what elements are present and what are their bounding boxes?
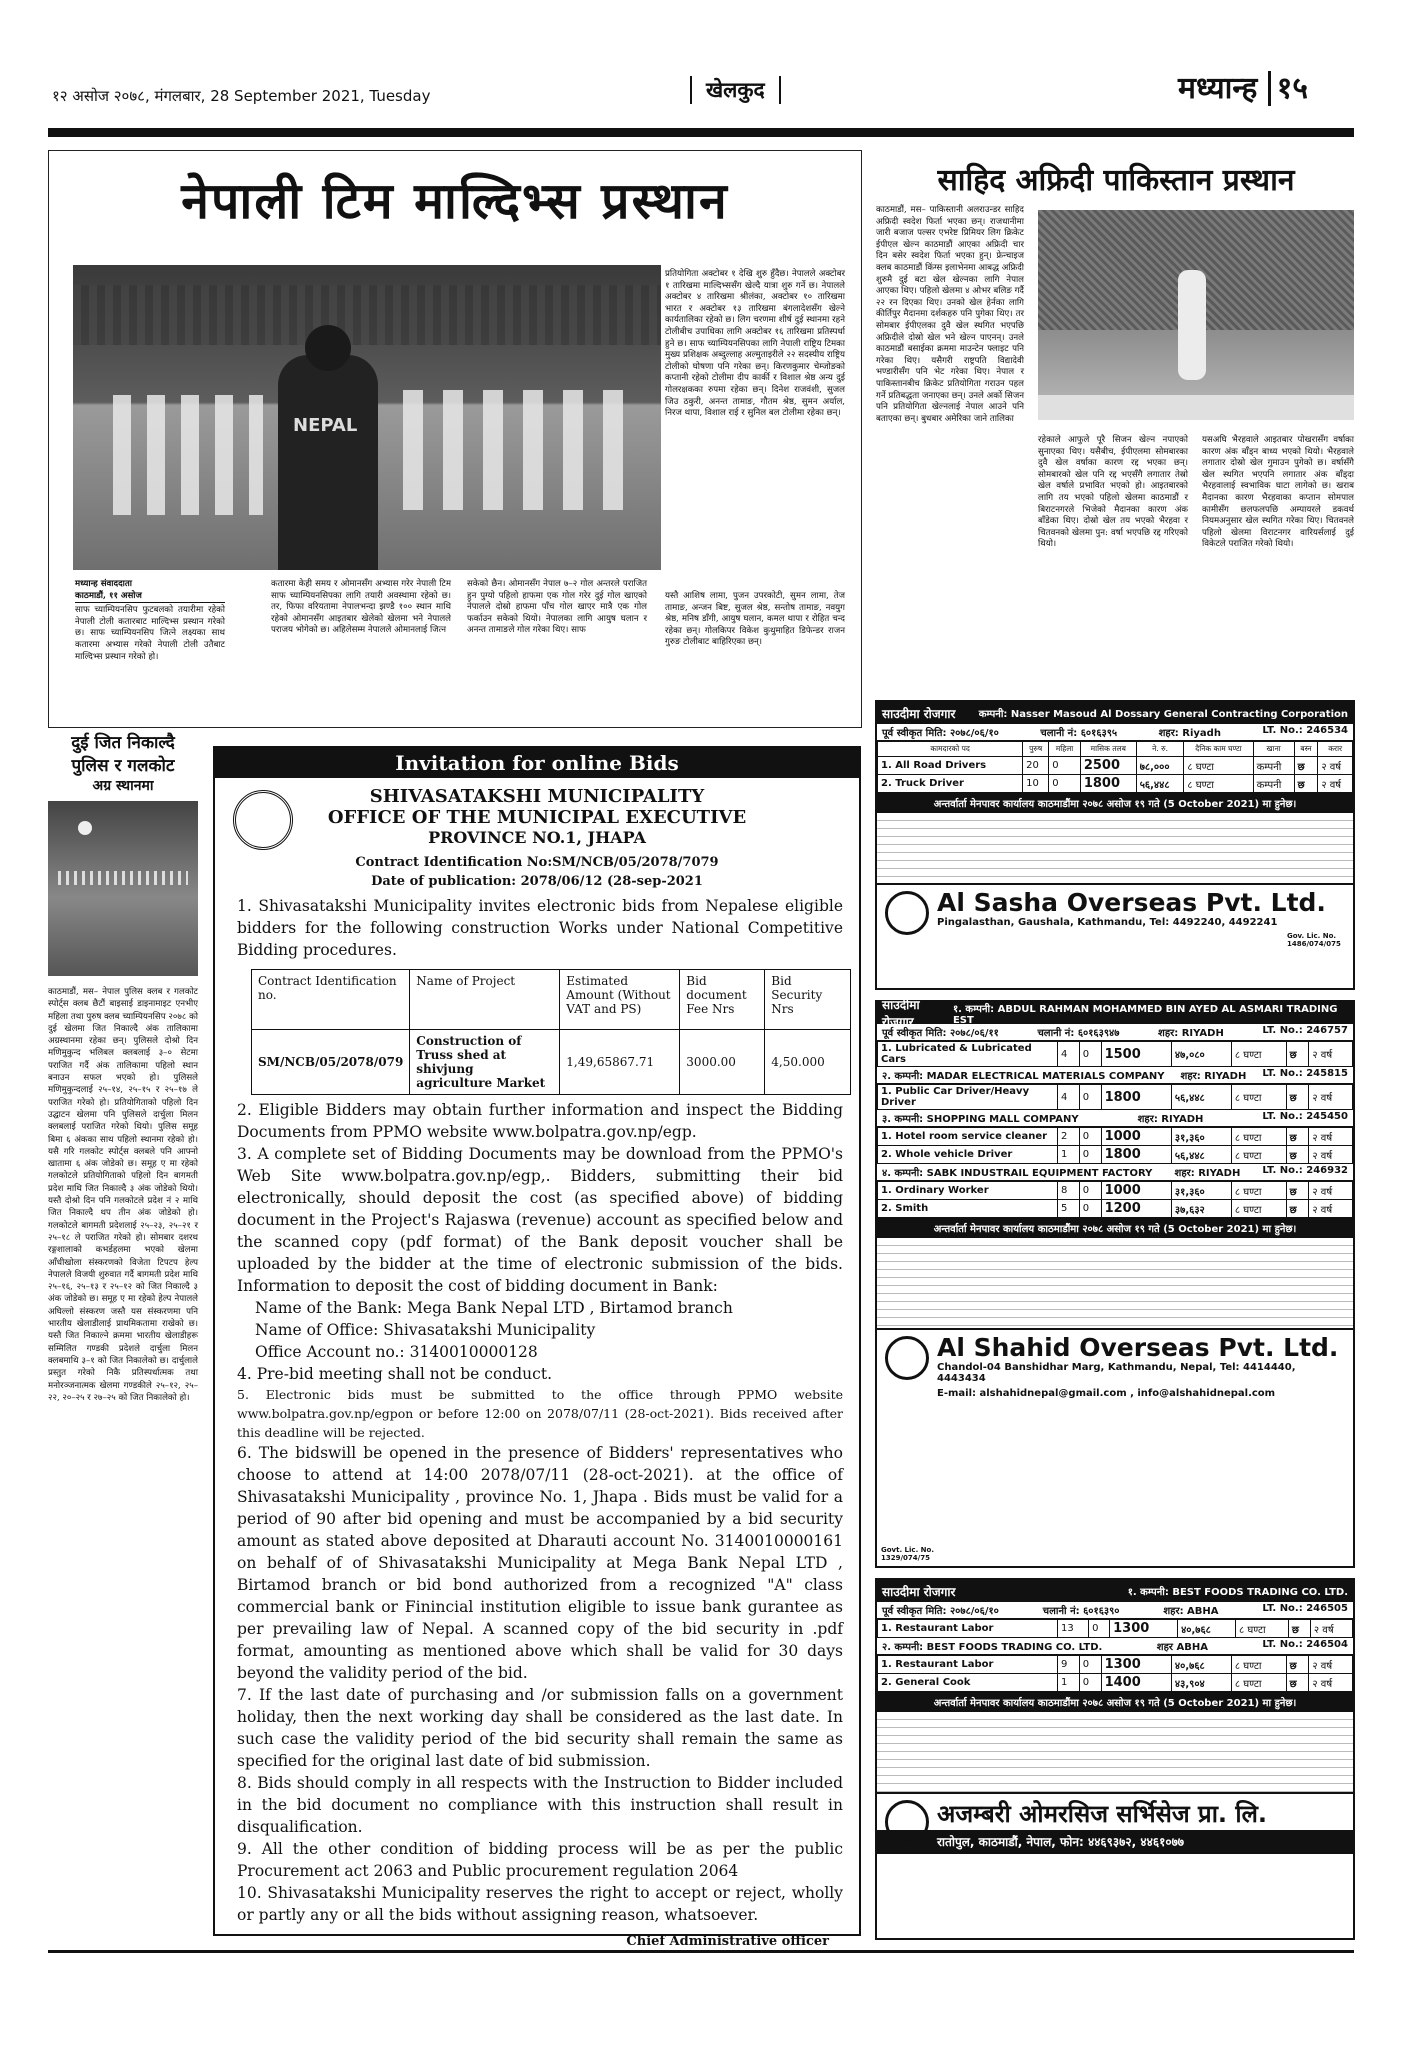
th-contract: करार	[1318, 742, 1353, 757]
bid-office: OFFICE OF THE MUNICIPAL EXECUTIVE	[327, 807, 747, 828]
bid-notice	[213, 746, 861, 1949]
masthead	[1178, 66, 1308, 107]
municipality-logo	[233, 790, 293, 850]
ad3-lt: LT. No.: 246505	[1262, 1603, 1348, 1614]
table-row	[878, 1146, 1353, 1164]
job-male: 8	[1058, 1182, 1080, 1200]
ad2-c4: ४. कम्पनी: SABK INDUSTRAIL EQUIPMENT FACTORY	[882, 1168, 1153, 1179]
table-row	[878, 1620, 1353, 1638]
ad2-c3-city: शहर: RIYADH	[1137, 1114, 1204, 1125]
ad1-lic: Gov. Lic. No. 1486/074/075	[1287, 932, 1341, 948]
table-row	[878, 1674, 1353, 1692]
th-male: पुरुष	[1023, 742, 1049, 757]
ad3-agency	[877, 1792, 1353, 1830]
job-contract: २ वर्ष	[1318, 775, 1353, 793]
job-contract: २ वर्ष	[1309, 1042, 1353, 1067]
police-story	[48, 730, 198, 1940]
job-name: 2. Whole vehicle Driver	[878, 1146, 1058, 1164]
bid-p10: 10. Shivasatakshi Municipality reserves the right to accept or reject, wholly or partly any or all the bids without assigning reason, whatsoever.	[237, 1884, 843, 1924]
job-female: 0	[1079, 1182, 1101, 1200]
job-contract: २ वर्ष	[1309, 1674, 1353, 1692]
ad2-company: १. कम्पनी: ABDUL RAHMAN MOHAMMED BIN AYED AL ASMARI TRADING EST	[952, 1003, 1338, 1026]
bid-p9: 9. All the other condition of bidding process will be as per the public Procurement act 2063 and Public procurement regulation 2064	[237, 1840, 843, 1880]
ad1-jobs-table	[877, 741, 1353, 793]
job-npr: ३१,३६०	[1171, 1182, 1231, 1200]
ad1-company: कम्पनी: Nasser Masoud Al Dossary General Contracting Corporation	[978, 709, 1348, 720]
lead-dateline: काठमाडौं, ११ असोज	[75, 591, 225, 604]
job-name: 1. Restaurant Labor	[878, 1656, 1058, 1674]
job-female: 0	[1079, 1656, 1101, 1674]
job-salary: 1200	[1101, 1200, 1171, 1218]
bid-province: PROVINCE NO.1, JHAPA	[428, 828, 646, 847]
job-hours: ८ घण्टा	[1184, 775, 1253, 793]
job-hours: ८ घण्टा	[1231, 1182, 1286, 1200]
job-female: 0	[1079, 1042, 1101, 1067]
paper-name: मध्यान्ह	[1178, 71, 1258, 106]
bid-th-4: Bid document Fee Nrs	[680, 970, 765, 1030]
th-stay: बस्न	[1294, 742, 1318, 757]
job-salary: 1800	[1101, 1146, 1171, 1164]
job-salary: 2500	[1080, 757, 1136, 775]
job-male: 9	[1058, 1656, 1080, 1674]
bid-p4: 4. Pre-bid meeting shall not be conduct.	[237, 1365, 553, 1383]
lead-photo	[73, 265, 661, 570]
ad2-c3-lt: LT. No.: 245450	[1262, 1111, 1348, 1122]
ad2-agency-name: Al Shahid Overseas Pvt. Ltd.	[937, 1333, 1339, 1362]
job-ad-1	[875, 700, 1355, 990]
header-rule	[48, 128, 1354, 137]
job-npr: ७८,०००	[1136, 757, 1184, 775]
ad1-fine-print	[877, 813, 1353, 883]
ad2-c2-lt: LT. No.: 245815	[1262, 1068, 1348, 1079]
ad1-approval: पूर्व स्वीकृत मिति: २०७८/०६/१०	[882, 728, 999, 739]
bid-p8: 8. Bids should comply in all respects with the Instruction to Bidder included in the bid document no compliance with this instruction shall result in disqualification.	[237, 1774, 843, 1836]
job-stay: छ	[1286, 1656, 1309, 1674]
page-date: १२ असोज २०७८, मंगलबार, 28 September 2021, Tuesday	[52, 87, 431, 105]
job-male: 4	[1058, 1085, 1080, 1110]
ad3-c2: २. कम्पनी: BEST FOODS TRADING CO. LTD.	[882, 1642, 1103, 1653]
ad2-agency	[877, 1328, 1353, 1362]
job-male: 1	[1058, 1146, 1080, 1164]
police-headline-3: अग्र स्थानमा	[92, 778, 154, 794]
table-row	[878, 1656, 1353, 1674]
agency-logo	[885, 1336, 929, 1380]
job-stay: छ	[1288, 1620, 1310, 1638]
job-salary: 1800	[1101, 1085, 1171, 1110]
ad3-interview: अन्तर्वार्ता मेनपावर कार्यालय काठमाडौंमा २०७८ असोज १९ गते (5 October 2021) मा हुनेछ।	[877, 1692, 1353, 1712]
lead-story	[48, 150, 862, 728]
job-male: 5	[1058, 1200, 1080, 1218]
ad3-c2-city: शहर ABHA	[1156, 1642, 1208, 1653]
afridi-headline: साहिद अफ्रिदी पाकिस्तान प्रस्थान	[937, 163, 1295, 198]
ad2-lic: Govt. Lic. No. 1329/074/75	[881, 1546, 934, 1562]
afridi-col3: यसअघि भैरहवाले आइतबार पोखरासँग वर्षाका कारण अंक बाँड्न बाध्य भएको थियो। भैरहवाले लगातार दोस्रो खेल गुमाउन पुगेको छ। वर्षासँगै खेल स्थगित भएपनि लगातार अंक बाँड्दा भैरहवालाई स्वभाविक घाटा लागेको छ। खराब मैदानका कारण भैरहवाका कप्तान सोमपाल कामीसँग छलफलपछि अम्पायरले डकवर्थ नियमअनुसार खेल स्थगित गरेका थिए। चितवनले पहिलो खेलमा विराटनगर वारियर्सलाई दुई विकेटले पराजित गरेको थियो।	[1202, 435, 1354, 550]
th-salary: मासिक तलब	[1080, 742, 1136, 757]
bid-account: Office Account no.: 3140010000128	[255, 1343, 538, 1361]
ad2-jobs-table-4	[877, 1181, 1353, 1218]
ad3-approval: पूर्व स्वीकृत मिति: २०७८/०६/१०	[882, 1606, 999, 1617]
bid-table	[251, 969, 851, 1095]
job-name: 1. Lubricated & Lubricated Cars	[878, 1042, 1058, 1067]
bid-signature: Chief Administrative officer	[626, 1934, 829, 1949]
job-npr: ५६,४४८	[1171, 1085, 1231, 1110]
job-ad-2	[875, 1000, 1355, 1568]
job-female: 0	[1079, 1200, 1101, 1218]
ad2-chalani: चलानी नं: ६०१६३९४७	[1037, 1028, 1120, 1039]
lead-col1: साफ च्याम्पियनसिप फुटबलको तयारीमा रहेको नेपाली टोली कतारबाट माल्दिभ्स प्रस्थान गरेको छ। साफ च्याम्पियनसिप जित्ने लक्ष्यका साथ कतारमा अभ्यास गरेको नेपाली टोली उतैबाट माल्दिभ्स प्रस्थान गरेको हो।	[75, 605, 225, 662]
ad2-title: साउदीमा रोजगार	[882, 998, 920, 1029]
job-contract: २ वर्ष	[1309, 1085, 1353, 1110]
job-female: 0	[1089, 1620, 1110, 1638]
bid-td-1: SM/NCB/05/2078/079	[252, 1030, 410, 1095]
lead-byline: मध्यान्ह संवाददाता	[75, 579, 132, 589]
ad2-c2: २. कम्पनी: MADAR ELECTRICAL MATERIALS COMPANY	[882, 1071, 1165, 1082]
job-stay: छ	[1286, 1674, 1309, 1692]
job-contract: २ वर्ष	[1309, 1656, 1353, 1674]
ad3-title: साउदीमा रोजगार	[882, 1584, 956, 1599]
police-body: काठमाडौं, मस– नेपाल पुलिस क्लब र गलकोट स्पोर्ट्स क्लब छैटौं बाइसाई डाइनामाइट एनभीए महिला तथा पुरुष क्लब च्याम्पियनसिप २०७८ को दुई खेलमा जित निकाल्दै अंक तालिकामा अग्रस्थानमा रहेका छन्। पुलिसले दोश्रो दिन मणिमुकुन्द भलिबल क्लबलाई ३–० सेटमा पराजित गर्दै अंक तालिकामा पहिलो स्थान बनाउन सफल भएको हो। पुलिसले मणिमुकुन्दलाई २५–१४, २५–१५ र २५–१७ ले पराजित गरेको हो। प्रतियोगिताको पहिलो दिन उद्घाटन खेलमा पनि पुलिसले दार्चुला मिलन क्लबलाई पराजित गरेको थियो। पुलिस समूह बिमा ६ अंकका साथ पहिलो स्थानमा रहेको हो। यसै गरि गलकोट स्पोर्ट्स क्लबले पनि आफ्नो खातामा ६ अंक जोडेको छ। समूह ए मा रहेको गलकोटले प्रतियोगिताको पहिलो दिन बागमती प्रदेश माथि जित निकाल्दै ३ अंक जोडेको थियो। यस्तै दोश्रो दिन पनि गलकोटले प्रदेश नं २ माथि जित निकाल्दै थप तीन अंक जोडेको हो। गलकोटले बागमती प्रदेशलाई २५–२३, २५–२१ र २५–१८ ले पराजित गरेको हो। सोमबार दशरथ रङ्गशालाको कभर्डहलमा भएको खेलमा आँधीखोला संस्करणको विजेता टिपटप हेल्प नेपालले विजयी शुरुवात गर्दै बागमती प्रदेश माथि २५–१६, २५–१३ र २५–१२ को जित निकाल्दै ३ अंक जोडेको छ। समूह ए मा रहेको हेल्प नेपालले अघिल्लो संस्करण जस्तै यस संस्करणमा पनि भारतीय खेलाडीलाई प्राथमिकतामा राखेको छ। यस्तै जित निकाल्ने क्रममा भारतीय खेलाडीहरू सम्मिलित गण्डकी प्रदेशले दार्चुला मिलन क्लबमाथि ३–१ को जित निकालेको छ। दार्चुलाले प्रस्तुत गरेको निकै प्रतिस्पर्धात्मक तथा मनोरञ्जनात्मक खेलमा गण्डकीले २५–१२, २५–२२, २०–२५ र २७–२५ को जित निकालेको हो।	[48, 987, 198, 1403]
job-contract: २ वर्ष	[1310, 1620, 1352, 1638]
job-name: 1. Ordinary Worker	[878, 1182, 1058, 1200]
ad1-city: शहर: Riyadh	[1158, 728, 1221, 739]
bid-th-3: Estimated Amount (Without VAT and PS)	[560, 970, 680, 1030]
job-female: 0	[1049, 775, 1081, 793]
afridi-photo	[1038, 210, 1354, 420]
ad2-fine-print	[877, 1238, 1353, 1328]
ad2-email: E-mail: alshahidnepal@gmail.com , info@alshahidnepal.com	[937, 1388, 1276, 1399]
job-salary: 1300	[1110, 1620, 1178, 1638]
job-name: 1. Restaurant Labor	[878, 1620, 1058, 1638]
bid-p1: 1. Shivasatakshi Municipality invites electronic bids from Nepalese eligible bidders for the following construction Works under National Competitive Bidding procedures.	[237, 897, 843, 959]
job-name: 2. Smith	[878, 1200, 1058, 1218]
job-female: 0	[1079, 1146, 1101, 1164]
afridi-col2: रहेकाले आफुले पूरै सिजन खेल्न नपाएको सुनाएका थिए। यसैबीच, ईपीएलमा सोमबारका दुवै खेल वर्षाका कारण रद्द भएका छन्। सोमबारको खेल पनि रद्द भएसँगै लगातार तेस्रो खेल वर्षाले प्रभावित भएको हो। आइतबारको लागि तय भएको पहिलो खेलमा काठमाडौं र बिराटनगरले भिजेको मैदानका कारण अंक बाँडेका थिए। दोस्रो खेल तय भएको भैरहवा र चितवनको खेलमा पुन: वर्षा भएपछि रद्द गरिएको थियो।	[1038, 435, 1188, 550]
ad2-lt: LT. No.: 246757	[1262, 1025, 1348, 1036]
job-hours: ८ घण्टा	[1236, 1620, 1289, 1638]
table-row	[878, 1200, 1353, 1218]
th-food: खाना	[1253, 742, 1294, 757]
job-npr: ४०,७६८	[1171, 1656, 1231, 1674]
jersey-text: NEPAL	[293, 415, 358, 436]
lead-col2: कतारमा केही समय र ओमानसँग अभ्यास गरेर नेपाली टिम साफ च्याम्पियनसिपका लागि तयारी अवस्थामा रहेको छ। तर, फिफा वरियतामा नेपालभन्दा झण्डै १०० स्थान माथि रहेको ओमानसँग आइतबार खेलेको खेलमा भने नेपालले पराजय भोगेको छ। अहिलेसम्म नेपालले ओमानलाई जित्न	[271, 579, 451, 636]
bid-office-name: Name of Office: Shivasatakshi Municipality	[255, 1321, 596, 1339]
ad2-address: Chandol-04 Banshidhar Marg, Kathmandu, Nepal, Tel: 4414440, 4443434	[937, 1362, 1296, 1384]
police-photo	[48, 801, 198, 976]
ad2-approval: पूर्व स्वीकृत मिति: २०७८/०६/११	[882, 1028, 999, 1039]
bottom-rule	[48, 1950, 1354, 1953]
job-contract: २ वर्ष	[1309, 1128, 1353, 1146]
ad2-c4-city: शहर: RIYADH	[1174, 1168, 1241, 1179]
job-hours: ८ घण्टा	[1184, 757, 1253, 775]
ad3-jobs-table-1	[877, 1619, 1353, 1638]
section-name: खेलकुद	[690, 76, 781, 104]
job-male: 20	[1023, 757, 1049, 775]
ad2-jobs-table-2	[877, 1084, 1353, 1110]
job-contract: २ वर्ष	[1309, 1200, 1353, 1218]
job-name: 1. Public Car Driver/Heavy Driver	[878, 1085, 1058, 1110]
job-female: 0	[1079, 1085, 1101, 1110]
job-salary: 1800	[1080, 775, 1136, 793]
bid-td-5: 4,50.000	[765, 1030, 851, 1095]
ad3-address: रातोपुल, काठमाडौं, नेपाल, फोन: ४४६९३७२, ४४६१०७७	[877, 1830, 1353, 1854]
bid-p5: 5. Electronic bids must be submitted to the office through PPMO website www.bolpatra.gov.np/egpon or before 12:00 on 2078/07/11 (28-oct-2021). Bids received after this deadline will be rejected.	[237, 1387, 843, 1440]
table-row	[878, 1085, 1353, 1110]
bid-th-2: Name of Project	[410, 970, 560, 1030]
bid-org: SHIVASATAKSHI MUNICIPALITY	[369, 786, 705, 807]
bid-td-2: Construction of Truss shed at shivjung agriculture Market	[410, 1030, 560, 1095]
job-npr: ३७,६३२	[1171, 1200, 1231, 1218]
job-npr: ४७,०८०	[1171, 1042, 1231, 1067]
job-name: 2. General Cook	[878, 1674, 1058, 1692]
ad1-agency-name: Al Sasha Overseas Pvt. Ltd.	[937, 888, 1326, 917]
ad3-city: शहर: ABHA	[1163, 1606, 1219, 1617]
ad1-interview: अन्तर्वार्ता मेनपावर कार्यालय काठमाडौंमा २०७८ असोज १९ गते (5 October 2021) मा हुनेछ।	[877, 793, 1353, 813]
ad3-agency-name: अजम्बरी ओमरसिज सर्भिसेज प्रा. लि.	[937, 1800, 1268, 1828]
th-female: महिला	[1049, 742, 1081, 757]
job-name: 1. All Road Drivers	[878, 757, 1023, 775]
lead-col5: यस्तै आशिष लामा, पुजन उपरकोटी, सुमन लामा, तेज तामाङ, अन्जन बिष्ट, सुजल श्रेष्ठ, सन्तोष तामाङ, नवयुग श्रेष्ठ, मनिष डाँगी, आयुष घलान, कमल थापा र रोहित चन्द रहेका छन्। गोलकिपर विकेश कुथुमाहित डिफेन्डर राजन गुरुङ टोलीबाट बाहिरिएका छन्।	[665, 591, 845, 648]
job-male: 10	[1023, 775, 1049, 793]
job-male: 4	[1058, 1042, 1080, 1067]
lead-headline: नेपाली टिम माल्दिभ्स प्रस्थान	[181, 172, 729, 230]
ad3-fine-print	[877, 1712, 1353, 1792]
table-row	[878, 1042, 1353, 1067]
job-stay: छ	[1286, 1146, 1309, 1164]
job-salary: 1300	[1101, 1656, 1171, 1674]
job-npr: ५६,४४८	[1136, 775, 1184, 793]
ad2-city: शहर: RIYADH	[1158, 1028, 1224, 1039]
lead-col3: सकेको छैन। ओमानसँग नेपाल ७–२ गोल अन्तरले पराजित हुन पुग्यो पहिलो हाफमा एक गोल गरेर दुई गोल खाएको नेपालले दोस्रो हाफमा पाँच गोल खाएर मात्रै एक गोल फर्काउन सकेको थियो। नेपालका लागि आयुष घलान र अनन्त तामाङले गोल गरेका थिए। साफ	[467, 579, 647, 636]
bid-p2: 2. Eligible Bidders may obtain further information and inspect the Bidding Documents from PPMO website www.bolpatra.gov.np/egp.	[237, 1101, 843, 1141]
job-stay: छ	[1286, 1042, 1309, 1067]
ad3-jobs-table-2	[877, 1655, 1353, 1692]
job-hours: ८ घण्टा	[1231, 1146, 1286, 1164]
job-male: 1	[1058, 1674, 1080, 1692]
bid-pub-date: Date of publication: 2078/06/12 (28-sep-2021	[371, 874, 703, 889]
bid-p3: 3. A complete set of Bidding Documents may be download from the PPMO's Web Site www.bolpatra.gov.np/egp,. Bidders, submitting their bid electronically, should deposit the cost (as specified above) of bidding document in the Project's Rajaswa (revenue) account as specified below and the scanned copy (pdf format) of the Bank deposit voucher shall be uploaded by the bidder at the time of electronic submission of the bids. Information to deposit the cost of bidding document in Bank:	[237, 1145, 843, 1295]
job-contract: २ वर्ष	[1309, 1182, 1353, 1200]
job-npr: ४०,७६८	[1178, 1620, 1236, 1638]
job-food: कम्पनी	[1253, 757, 1294, 775]
job-stay: छ	[1294, 757, 1318, 775]
job-female: 0	[1049, 757, 1081, 775]
agency-logo	[885, 1800, 929, 1844]
ad2-c3: ३. कम्पनी: SHOPPING MALL COMPANY	[882, 1114, 1079, 1125]
ad3-c2-lt: LT. No.: 246504	[1262, 1639, 1348, 1650]
page-number: १५	[1268, 71, 1308, 106]
bid-bank: Name of the Bank: Mega Bank Nepal LTD , Birtamod branch	[255, 1299, 733, 1317]
afridi-story	[876, 150, 1356, 695]
ad2-c4-lt: LT. No.: 246932	[1262, 1165, 1348, 1176]
job-salary: 1000	[1101, 1128, 1171, 1146]
job-salary: 1400	[1101, 1674, 1171, 1692]
job-hours: ८ घण्टा	[1231, 1656, 1286, 1674]
job-contract: २ वर्ष	[1318, 757, 1353, 775]
table-row	[878, 1182, 1353, 1200]
job-stay: छ	[1294, 775, 1318, 793]
police-headline-1: दुई जित निकाल्दै	[71, 733, 175, 753]
job-hours: ८ घण्टा	[1231, 1128, 1286, 1146]
job-npr: ४३,९०४	[1171, 1674, 1231, 1692]
ad2-jobs-table-1	[877, 1041, 1353, 1067]
th-npr: ने. रु.	[1136, 742, 1184, 757]
afridi-col1: काठमाडौं, मस– पाकिस्तानी अलराउन्डर साहिद अफ्रिदी स्वदेश फिर्ता भएका छन्। राजधानीमा जारी बजाज पल्सर एभरेष्ट प्रिमियर लिग क्रिकेट ईपीएल खेल्न काठमाडौं आएका अफ्रिदी चार दिन बसेर स्वदेश फिर्ता भएका हुन्। फ्रेन्चाइज क्लब काठमाडौं किंग्स इलाभेनमा आबद्ध अफ्रिदी शुरुमै दुई बटा खेल खेल्नका लागि नेपाल आएका थिए। पहिलो खेलमा ४ ओभर बलिङ गर्दै २२ रन दिएका थिए। उनको खेल हेर्नका लागि कीर्तिपुर मैदानमा दर्शकहरु पनि पुगेका थिए। तर सोमबार ईपीएलका दुवै खेल स्थगित भएपछि अफ्रिदीले दोस्रो खेल भने खेल्न पाएनन्। उनले काठमाडौं बसाईका क्रममा माउन्टेन फ्लाइट पनि गरेका थिए। यसैगरी राष्ट्रपति विद्यादेवी भण्डारीसँग पनि भेट गरेका थिए। नेपाल र पाकिस्तानबीच क्रिकेट प्रतियोगिता गराउन पहल गर्ने प्रतिबद्धता जनाएका छन्। उनले अर्को सिजन पनि प्रतियोगिता खेल्नलाई नेपाल आउने पनि बताएका छन्। बुधबार अमेरिका जाने तालिका	[876, 205, 1024, 424]
ad1-title: साउदीमा रोजगार	[882, 706, 956, 721]
job-ad-3	[875, 1578, 1355, 1940]
job-stay: छ	[1286, 1085, 1309, 1110]
job-male: 2	[1058, 1128, 1080, 1146]
agency-logo	[885, 891, 929, 935]
table-row	[878, 775, 1353, 793]
ad2-c2-city: शहर: RIYADH	[1180, 1071, 1247, 1082]
ad1-agency	[877, 883, 1353, 917]
job-male: 13	[1058, 1620, 1089, 1638]
job-stay: छ	[1286, 1200, 1309, 1218]
bid-contract-id: Contract Identification No:SM/NCB/05/2078/7079	[355, 855, 719, 870]
ad1-chalani: चलानी नं: ६०१६३९५	[1040, 728, 1118, 739]
ad1-address: Pingalasthan, Gaushala, Kathmandu, Tel: 4492240, 4492241	[937, 917, 1278, 928]
lead-col4: प्रतियोगिता अक्टोबर १ देखि शुरु हुँदैछ। नेपालले अक्टोबर १ तारिखमा माल्दिभ्ससँग खेल्दै यात्रा शुरु गर्ने छ। नेपालले अक्टोबर ४ तारिखमा श्रीलंका, अक्टोबर १० तारिखमा भारत र अक्टोबर १३ तारिखमा बंगलादेशसँग खेल्ने कार्यतालिका रहेको छ। लिग चरणमा शीर्ष दुई स्थानमा रहने टोलीबीच उपाधिका लागि अक्टोबर १६ तारिखमा प्रतिस्पर्धा हुने छ। साफ च्याम्पियनसिपका लागि नेपाली राष्ट्रिय टिमका मुख्य प्रशिक्षक अब्दुल्लाह अल्मुताइरीले २२ सदस्यीय राष्ट्रिय टोलीको घोषणा पनि गरेका छन्। किरणकुमार चेम्जोङको कप्तानी रहेको टोलीमा दीप कार्की र विशाल श्रेष्ठ अन्य दुई गोलरक्षकका रुपमा रहेका छन्। दिनेश राजवंशी, सुजल जिउ ठकुरी, अनन्त तामाङ, गौतम श्रेष्ठ, सुमन अर्याल, निरज थापा, विशाल राई र सुनिल बल टोलीमा रहेका छन्।	[665, 269, 845, 419]
bid-p6: 6. The bidswill be opened in the presence of Bidders' representatives who choose to attend at 14:00 2078/07/11 (28-oct-2021). at the office of Shivasatakshi Municipality , province No. 1, Jhapa . Bids must be valid for a period of 90 after bid opening and must be accompanied by a bid security amount as stated above deposited at Dharauti account No. 3140010000161 on behalf of of Shivasatakshi Municipality at Mega Bank Nepal LTD , Birtamod branch or bid bond authorized from a recognized "A" class commercial bank or Finincial institution eligible to issue bank gurantee as per prevailing law of Nepal. A scanned copy of the bid security in .pdf format, amounting as mentioned above which shall be valid for 30 days beyond the validity period of the bid.	[237, 1444, 843, 1682]
job-female: 0	[1079, 1128, 1101, 1146]
th-duty: दैनिक काम घण्टा	[1184, 742, 1253, 757]
job-npr: ५६,४४८	[1171, 1146, 1231, 1164]
ad3-company: १. कम्पनी: BEST FOODS TRADING CO. LTD.	[1127, 1587, 1348, 1598]
th-job: कामदारको पद	[878, 742, 1023, 757]
job-hours: ८ घण्टा	[1231, 1042, 1286, 1067]
job-npr: ३१,३६०	[1171, 1128, 1231, 1146]
police-headline-2: पुलिस र गलकोट	[71, 756, 175, 776]
bid-th-5: Bid Security Nrs	[765, 970, 851, 1030]
bid-th-1: Contract Identification no.	[252, 970, 410, 1030]
job-salary: 1500	[1101, 1042, 1171, 1067]
bid-td-4: 3000.00	[680, 1030, 765, 1095]
job-hours: ८ घण्टा	[1231, 1085, 1286, 1110]
bid-title: Invitation for online Bids	[215, 748, 859, 778]
job-name: 1. Hotel room service cleaner	[878, 1128, 1058, 1146]
job-contract: २ वर्ष	[1309, 1146, 1353, 1164]
ad2-interview: अन्तर्वार्ता मेनपावर कार्यालय काठमाडौंमा २०७८ असोज १९ गते (5 October 2021) मा हुनेछ।	[877, 1218, 1353, 1238]
ad3-chalani: चलानी नं: ६०१६३९०	[1042, 1606, 1120, 1617]
ad2-jobs-table-3	[877, 1127, 1353, 1164]
job-female: 0	[1079, 1674, 1101, 1692]
job-name: 2. Truck Driver	[878, 775, 1023, 793]
job-hours: ८ घण्टा	[1231, 1674, 1286, 1692]
job-stay: छ	[1286, 1182, 1309, 1200]
job-stay: छ	[1286, 1128, 1309, 1146]
table-row	[878, 1128, 1353, 1146]
job-hours: ८ घण्टा	[1231, 1200, 1286, 1218]
bid-p7: 7. If the last date of purchasing and /or submission falls on a government holiday, then the next working day shall be considered as the last date. In such case the validity period of the bid security shall remain the same as specified for the original last date of bid submission.	[237, 1686, 843, 1770]
job-food: कम्पनी	[1253, 775, 1294, 793]
job-salary: 1000	[1101, 1182, 1171, 1200]
ad1-lt: LT. No.: 246534	[1262, 725, 1348, 736]
bid-td-3: 1,49,65867.71	[560, 1030, 680, 1095]
table-row	[878, 757, 1353, 775]
